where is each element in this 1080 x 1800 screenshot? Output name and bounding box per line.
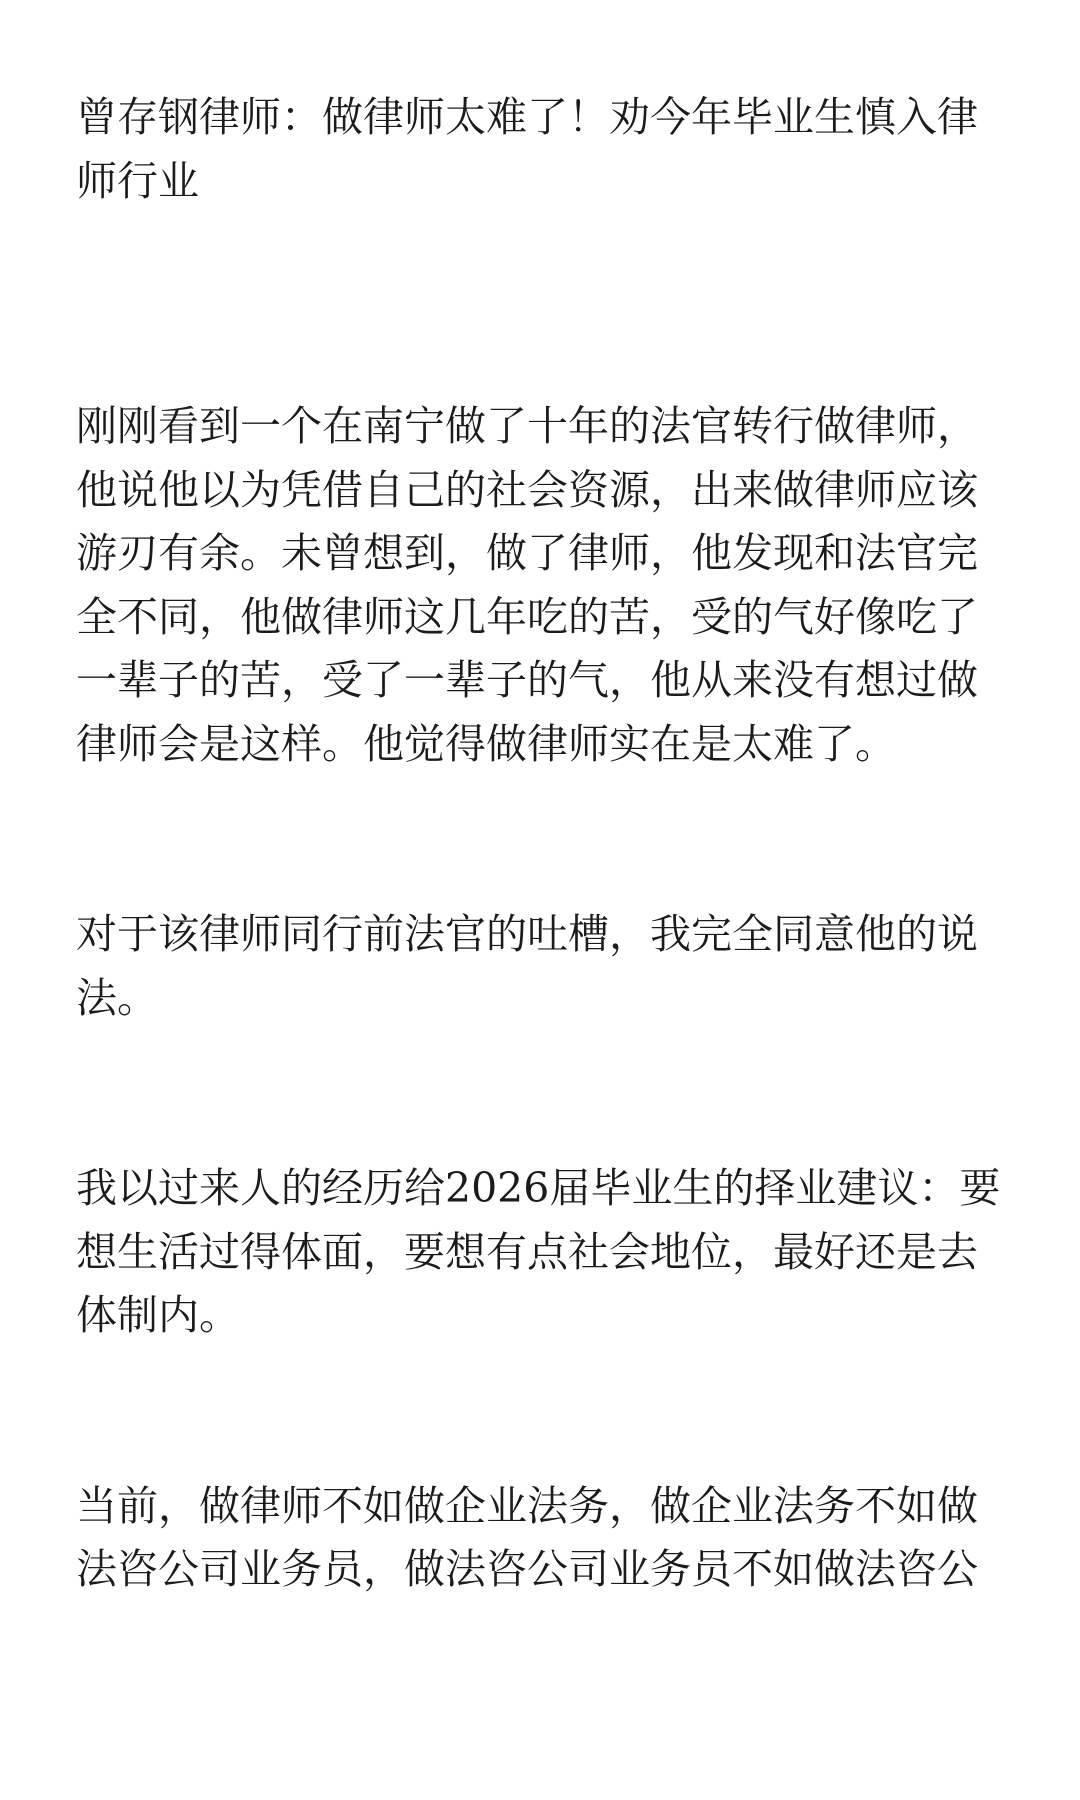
article-title: 曾存钢律师：做律师太难了！劝今年毕业生慎入律师行业	[76, 93, 978, 205]
paragraph-comparison: 当前，做律师不如做企业法务，做企业法务不如做法咨公司业务员，做法咨公司业务员不如做法咨公	[76, 1481, 978, 1593]
paragraph-career-advice: 我以过来人的经历给2026届毕业生的择业建议：要想生活过得体面，要想有点社会地位，最好还是去体制内。	[76, 1164, 1001, 1339]
article-body	[76, 86, 1004, 1729]
paragraph-agreement: 对于该律师同行前法官的吐槽，我完全同意他的说法。	[76, 910, 978, 1022]
paragraph-judge-story: 刚刚看到一个在南宁做了十年的法官转行做律师，他说他以为凭借自己的社会资源，出来做律师应该游刃有余。未曾想到，做了律师，他发现和法官完全不同，他做律师这几年吃的苦，受的气好像吃了一辈子的苦，受了一辈子的气，他从来没有想过做律师会是这样。他觉得做律师实在是太难了。	[76, 402, 978, 768]
